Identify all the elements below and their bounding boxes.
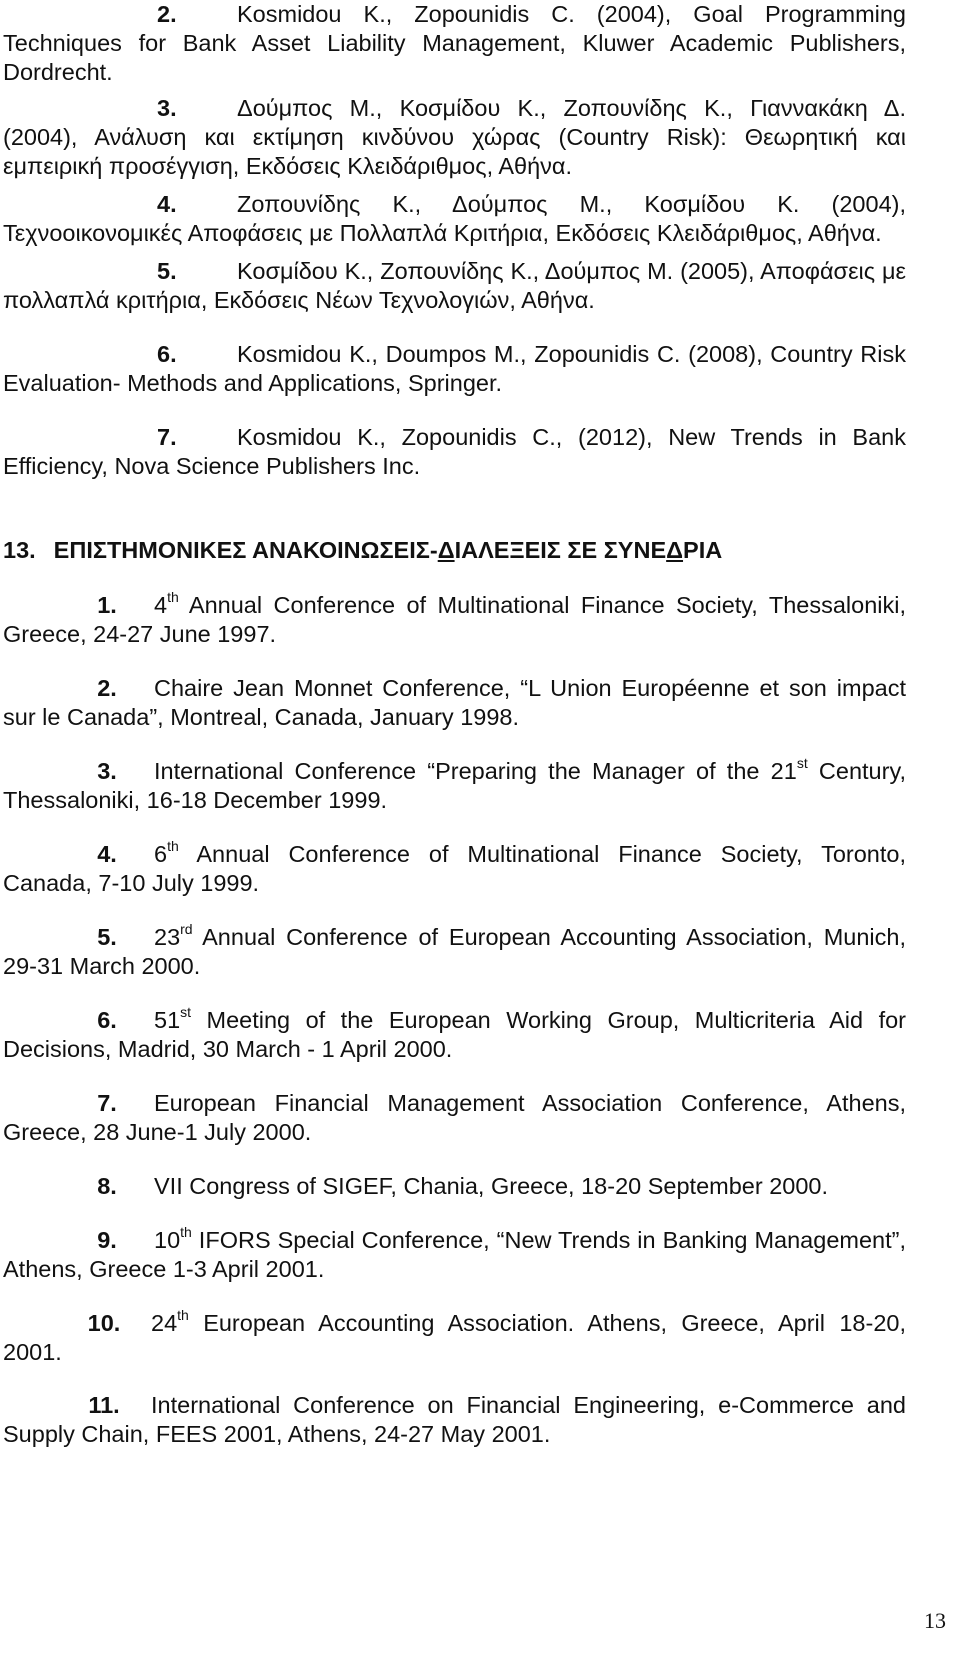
section-title-part: ΙΑΛΕΞΕΙΣ ΣΕ ΣΥΝΕ xyxy=(454,537,667,563)
entry-number: 8. xyxy=(97,1173,117,1199)
conference-entry xyxy=(3,757,906,815)
conference-entry xyxy=(3,923,906,981)
ordinal-suffix: th xyxy=(167,838,179,854)
section-title-part: Δ xyxy=(437,537,455,563)
entry-text: Annual Conference of European Accounting Association, Munich, 29-31 March 2000. xyxy=(3,924,906,979)
entry-number: 6. xyxy=(157,341,177,367)
section-title-part: ΕΠΙΣΤΗΜΟΝΙΚΕΣ ΑΝΑΚΟΙΝΩΣΕΙΣ- xyxy=(53,537,438,563)
ordinal-suffix: st xyxy=(796,755,808,771)
section-number: 13. xyxy=(3,537,36,563)
conference-entry xyxy=(3,674,906,732)
entry-text: Chaire Jean Monnet Conference, “L Union Européenne et son impact sur le Canada”, Montreal, Canada, January 1998. xyxy=(3,675,906,730)
entry-number: 7. xyxy=(157,424,177,450)
entry-text: IFORS Special Conference, “New Trends in Banking Management”, Athens, Greece 1-3 April 2001. xyxy=(3,1227,906,1282)
entry-text: 24 xyxy=(151,1310,178,1336)
entry-text: Kosmidou K., Zopounidis C., (2012), New Trends in Bank Efficiency, Nova Science Publishers Inc. xyxy=(3,424,906,479)
entry-number: 11. xyxy=(88,1392,120,1418)
entry-text: Kosmidou K., Doumpos M., Zopounidis C. (2008), Country Risk Evaluation- Methods and Applications, Springer. xyxy=(3,341,906,396)
conference-entry xyxy=(3,1089,906,1147)
conference-entry xyxy=(3,591,906,649)
entry-text: Κοσμίδου Κ., Ζοπουνίδης Κ., Δούμπος Μ. (2005), Αποφάσεις με πολλαπλά κριτήρια, Εκδόσεις Νέων Τεχνολογιών, Αθήνα. xyxy=(3,258,906,313)
entry-number: 6. xyxy=(97,1007,117,1033)
entry-text: VII Congress of SIGEF, Chania, Greece, 18-20 September 2000. xyxy=(154,1173,829,1199)
entry-text: 10 xyxy=(154,1227,181,1253)
entry-number: 5. xyxy=(97,924,117,950)
entry-number: 10. xyxy=(87,1310,121,1336)
entry-number: 7. xyxy=(97,1090,117,1116)
section-heading xyxy=(3,536,722,565)
publication-entry xyxy=(3,94,906,181)
publication-entry xyxy=(3,0,906,87)
publication-entry xyxy=(3,423,906,481)
entry-text: 6 xyxy=(154,841,168,867)
page-number: 13 xyxy=(924,1608,946,1633)
conference-entry xyxy=(3,1226,906,1284)
entry-text: European Accounting Association. Athens, Greece, April 18-20, 2001. xyxy=(3,1310,906,1365)
entry-number: 2. xyxy=(97,675,117,701)
ordinal-suffix: th xyxy=(177,1307,189,1323)
entry-text: Annual Conference of Multinational Finance Society, Toronto, Canada, 7-10 July 1999. xyxy=(3,841,906,896)
ordinal-suffix: th xyxy=(167,589,179,605)
ordinal-suffix: th xyxy=(180,1224,192,1240)
entry-number: 1. xyxy=(97,592,117,618)
entry-number: 3. xyxy=(97,758,117,784)
entry-text: European Financial Management Association Conference, Athens, Greece, 28 June-1 July 2000. xyxy=(3,1090,906,1145)
entry-text: Δούμπος Μ., Κοσμίδου Κ., Ζοπουνίδης Κ., Γιαννακάκη Δ. (2004), Ανάλυση και εκτίμηση κινδύνου χώρας (Country Risk): Θεωρητική και εμπειρική προσέγγιση, Εκδόσεις Κλειδάριθμος, Αθήνα. xyxy=(3,95,906,179)
entry-text: International Conference “Preparing the Manager of the 21 xyxy=(154,758,797,784)
entry-number: 3. xyxy=(157,95,177,121)
entry-number: 4. xyxy=(157,191,177,217)
conference-entry xyxy=(3,1391,906,1449)
publication-entry xyxy=(3,257,906,315)
publication-entry xyxy=(3,190,906,248)
entry-text: 4 xyxy=(154,592,168,618)
entry-text: Kosmidou K., Zopounidis C. (2004), Goal Programming Techniques for Bank Asset Liability Management, Kluwer Academic Publishers, Dordrecht. xyxy=(3,1,906,85)
entry-number: 9. xyxy=(97,1227,117,1253)
entry-number: 4. xyxy=(97,841,117,867)
entry-text: 23 xyxy=(154,924,181,950)
conference-entry xyxy=(3,840,906,898)
entry-text: International Conference on Financial Engineering, e-Commerce and Supply Chain, FEES 2001, Athens, 24-27 May 2001. xyxy=(3,1392,906,1447)
ordinal-suffix: st xyxy=(180,1004,192,1020)
entry-text: Century, Thessaloniki, 16-18 December 1999. xyxy=(3,758,906,813)
conference-entry xyxy=(3,1006,906,1064)
publication-entry xyxy=(3,340,906,398)
conference-entry xyxy=(3,1309,906,1367)
entry-number: 2. xyxy=(157,1,177,27)
ordinal-suffix: rd xyxy=(180,921,193,937)
section-title-part: Δ xyxy=(666,537,684,563)
entry-text: 51 xyxy=(154,1007,181,1033)
entry-text: Ζοπουνίδης Κ., Δούμπος Μ., Κοσμίδου Κ. (2004), Τεχνοοικονομικές Αποφάσεις με Πολλαπλά Κριτήρια, Εκδόσεις Κλειδάριθμος, Αθήνα. xyxy=(3,191,906,246)
entry-text: Meeting of the European Working Group, Multicriteria Aid for Decisions, Madrid, 30 March - 1 April 2000. xyxy=(3,1007,906,1062)
section-title-part: ΡΙΑ xyxy=(683,537,723,563)
entry-text: Annual Conference of Multinational Finance Society, Thessaloniki, Greece, 24-27 June 1997. xyxy=(3,592,906,647)
conference-entry xyxy=(3,1172,906,1201)
entry-number: 5. xyxy=(157,258,177,284)
